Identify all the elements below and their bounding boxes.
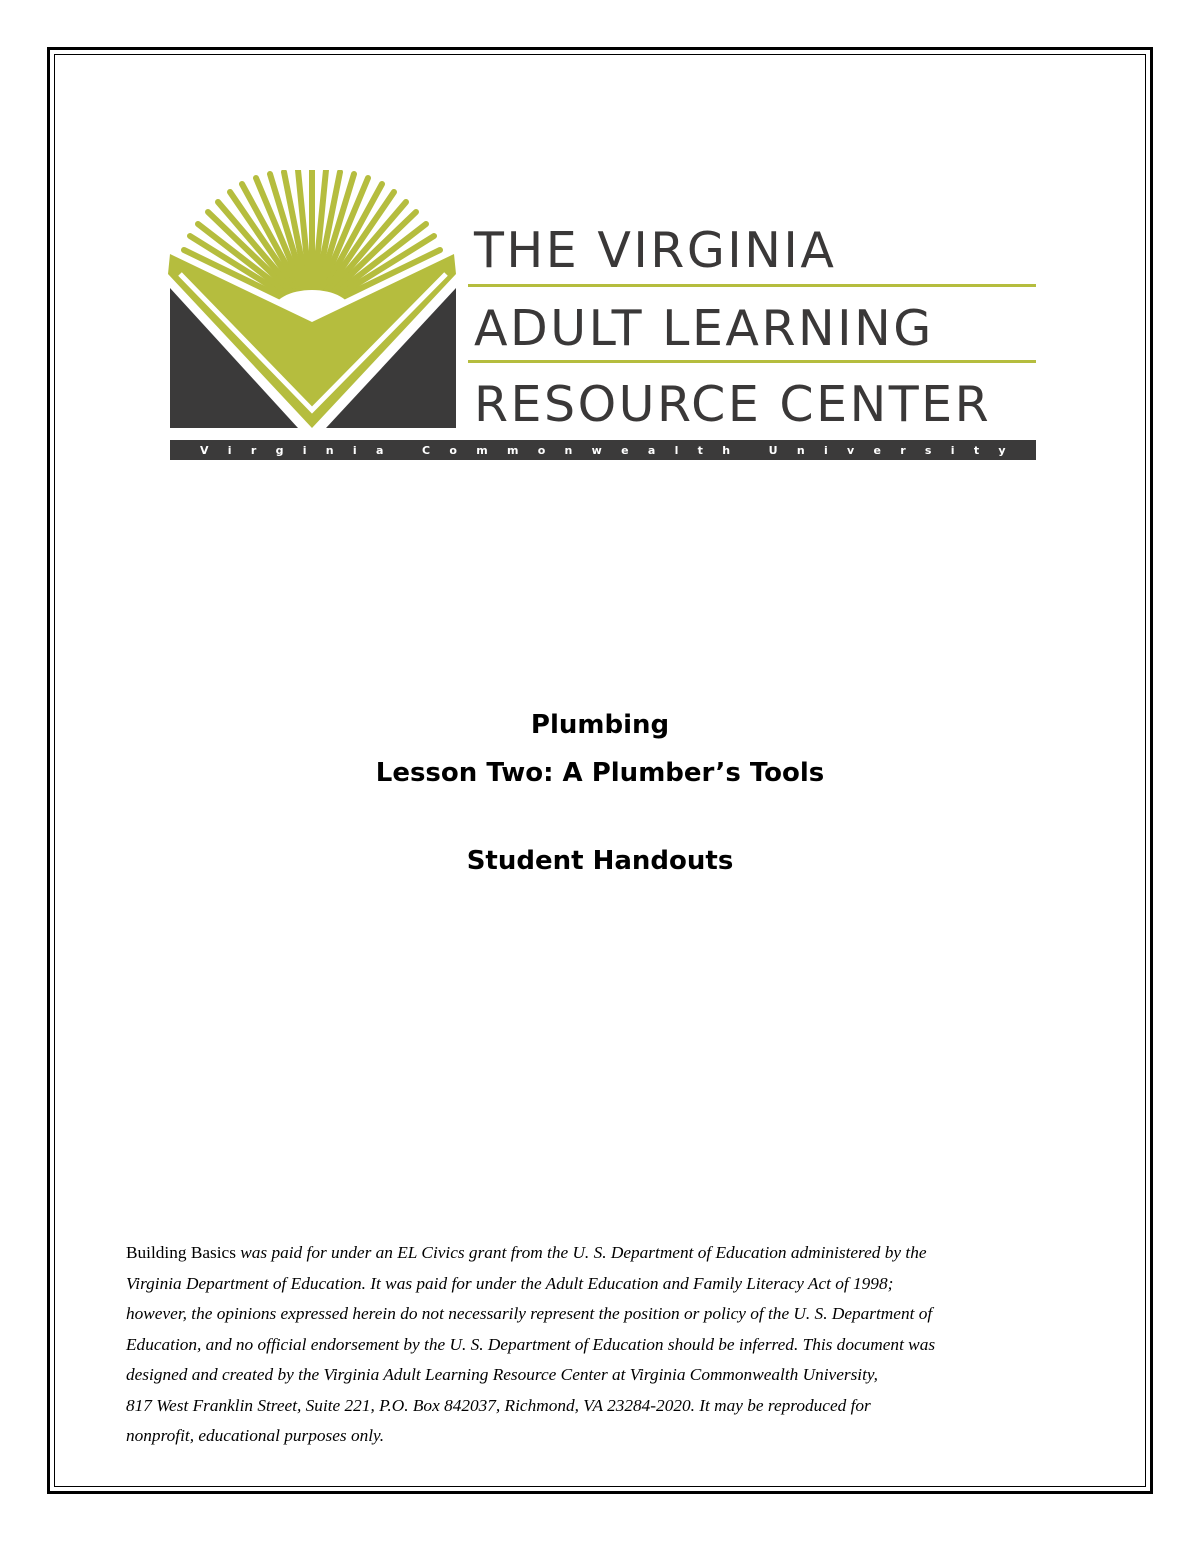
univ-letter: i: [227, 443, 232, 457]
univ-letter: V: [200, 443, 209, 457]
univ-letter: o: [449, 443, 457, 457]
univ-letter: l: [674, 443, 679, 457]
univ-letter: C: [421, 443, 431, 457]
univ-letter: i: [352, 443, 357, 457]
univ-letter: r: [250, 443, 257, 457]
univ-letter: t: [697, 443, 703, 457]
univ-letter: w: [591, 443, 602, 457]
univ-letter: y: [998, 443, 1006, 457]
subject-title: Plumbing: [530, 710, 670, 740]
univ-letter: g: [275, 443, 284, 457]
univ-letter: m: [506, 443, 519, 457]
univ-letter: a: [647, 443, 656, 457]
notice-line: Virginia Department of Education. It was paid for under the Adult Education and Family Literacy Act of 1998;: [126, 1273, 894, 1293]
univ-letter: o: [537, 443, 546, 457]
univ-letter: n: [796, 443, 805, 457]
univ-letter: t: [973, 443, 980, 457]
univ-letter: h: [722, 443, 731, 457]
logo-line-1: THE VIRGINIA: [474, 222, 837, 279]
notice-line: Education, and no official endorsement by the U. S. Department of Education should be inferred. This document was: [126, 1334, 936, 1354]
funding-notice: [126, 1238, 1076, 1452]
univ-letter: i: [302, 443, 307, 457]
logo-line-3: RESOURCE CENTER: [474, 376, 992, 433]
univ-letter: s: [924, 443, 932, 457]
lesson-title: Lesson Two: A Plumber’s Tools: [375, 758, 825, 788]
university-bar: [170, 440, 1036, 460]
notice-line: nonprofit, educational purposes only.: [126, 1426, 385, 1445]
univ-letter: i: [823, 443, 828, 457]
univ-letter: n: [325, 443, 334, 457]
notice-line: designed and created by the Virginia Adult Learning Resource Center at Virginia Commonwealth University,: [126, 1365, 878, 1384]
logo-rule-2: [468, 360, 1036, 363]
valrc-logo: [166, 170, 1038, 462]
univ-letter: e: [621, 443, 629, 457]
univ-letter: e: [873, 443, 881, 457]
univ-letter: i: [950, 443, 955, 457]
univ-letter: r: [900, 443, 906, 457]
logo-rule-1: [468, 284, 1036, 287]
notice-text: was paid for under an EL Civics grant from the U. S. Department of Education administered by the: [235, 1243, 927, 1262]
logo-line-2: ADULT LEARNING: [474, 300, 934, 357]
univ-letter: n: [564, 443, 573, 457]
book-sunburst-icon: [166, 170, 466, 440]
univ-letter: U: [768, 443, 778, 457]
notice-line: 817 West Franklin Street, Suite 221, P.O. Box 842037, Richmond, VA 23284-2020. It may be reproduced for: [126, 1395, 871, 1415]
notice-line: however, the opinions expressed herein do not necessarily represent the position or policy of the U. S. Department of: [126, 1304, 933, 1323]
document-type-title: Student Handouts: [466, 846, 734, 876]
notice-line: [126, 1238, 1076, 1269]
univ-letter: a: [375, 443, 384, 457]
univ-letter: m: [476, 443, 488, 457]
program-name: Building Basics: [126, 1243, 236, 1262]
univ-letter: v: [847, 443, 855, 457]
